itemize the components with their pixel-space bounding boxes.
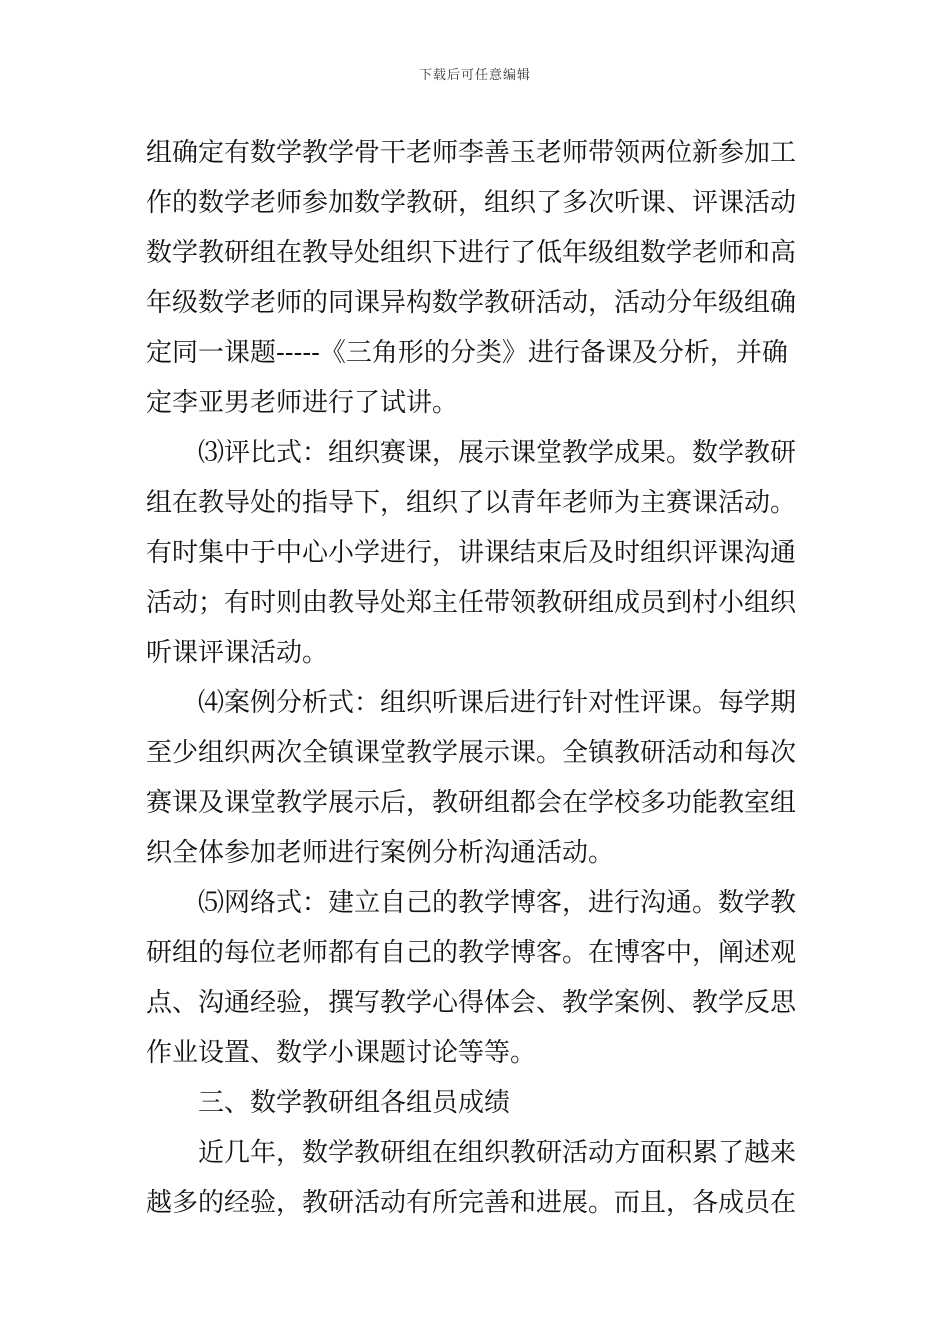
- paragraph-start: ⑸网络式：建立自己的教学博客，进行沟通。数学教: [198, 888, 797, 918]
- text-line: 作的数学老师参加数学教研，组织了多次听课、评课活动: [146, 188, 797, 218]
- text-line: 作业设置、数学小课题讨论等等。: [146, 1038, 537, 1068]
- text-line: 数学教研组在教导处组织下进行了低年级组数学老师和高: [146, 238, 797, 268]
- text-line: 组在教导处的指导下，组织了以青年老师为主赛课活动。: [146, 488, 797, 518]
- text-line: 点、沟通经验，撰写教学心得体会、教学案例、教学反思: [146, 988, 797, 1018]
- paragraph-start: 近几年，数学教研组在组织教研活动方面积累了越来: [198, 1138, 797, 1168]
- section-heading: 三、数学教研组各组员成绩: [198, 1088, 511, 1118]
- page-header: 下载后可任意编辑: [418, 68, 531, 83]
- text-line: 越多的经验，教研活动有所完善和进展。而且，各成员在: [146, 1188, 797, 1218]
- text-line: 活动；有时则由教导处郑主任带领教研组成员到村小组织: [146, 588, 797, 618]
- text-line: 至少组织两次全镇课堂教学展示课。全镇教研活动和每次: [146, 738, 797, 768]
- paragraph-start: ⑷案例分析式：组织听课后进行针对性评课。每学期: [198, 688, 797, 718]
- document-body: [146, 128, 806, 1228]
- text-line: 听课评课活动。: [146, 638, 329, 668]
- text-line: 织全体参加老师进行案例分析沟通活动。: [146, 838, 615, 868]
- text-line: 研组的每位老师都有自己的教学博客。在博客中，阐述观: [146, 938, 797, 968]
- paragraph-start: ⑶评比式：组织赛课，展示课堂教学成果。数学教研: [198, 438, 797, 468]
- text-line: 定同一课题-----《三角形的分类》进行备课及分析，并确: [146, 338, 788, 368]
- text-line: 定李亚男老师进行了试讲。: [146, 388, 459, 418]
- text-line: 赛课及课堂教学展示后，教研组都会在学校多功能教室组: [146, 788, 797, 818]
- text-line: 组确定有数学教学骨干老师李善玉老师带领两位新参加工: [146, 138, 797, 168]
- text-line: 年级数学老师的同课异构数学教研活动，活动分年级组确: [146, 288, 797, 318]
- text-line: 有时集中于中心小学进行，讲课结束后及时组织评课沟通: [146, 538, 797, 568]
